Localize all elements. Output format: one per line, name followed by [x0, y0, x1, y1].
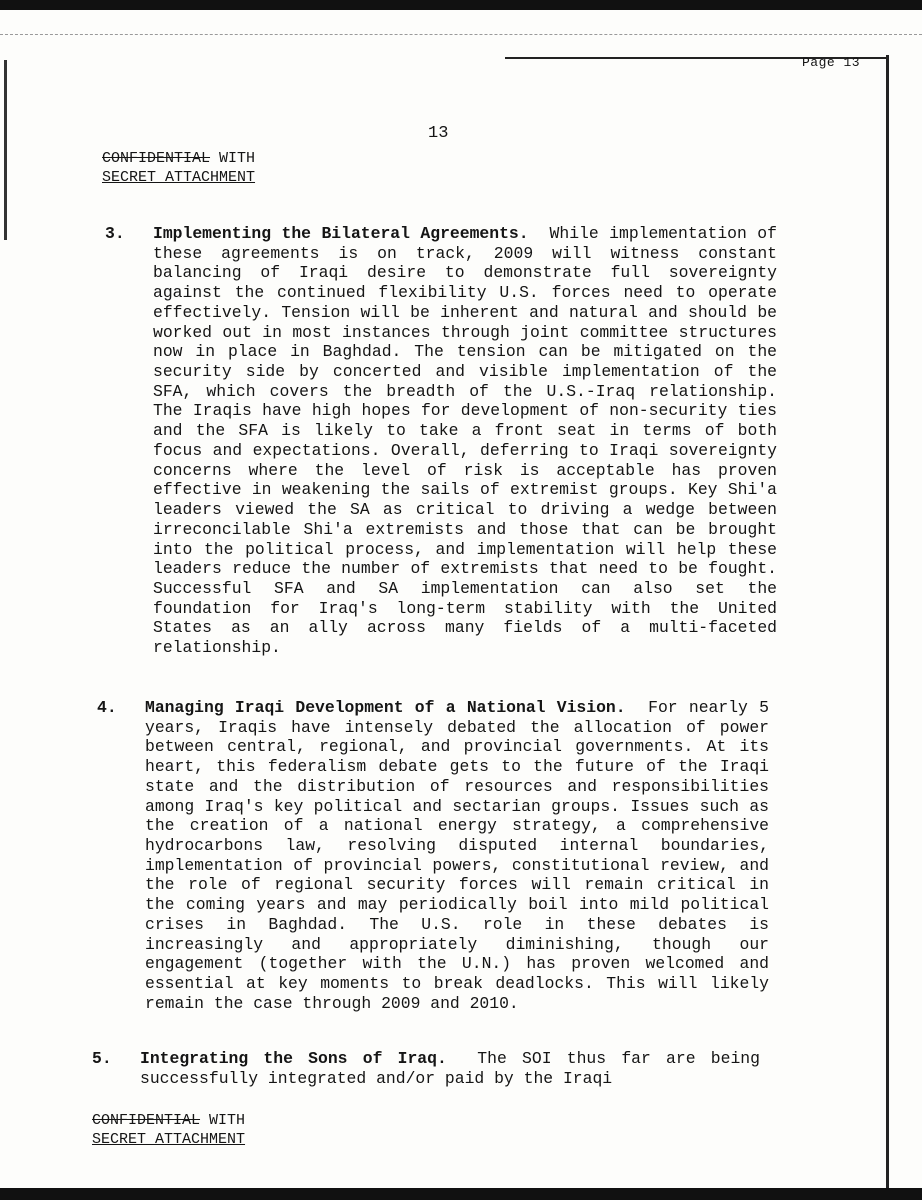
- paragraph-body: [145, 698, 769, 1014]
- paragraph-heading: Managing Iraqi Development of a National Vision.: [145, 698, 626, 717]
- classification-struck-text: CONFIDENTIAL: [92, 1112, 201, 1129]
- paragraph-4: [97, 698, 769, 1014]
- scan-margin-mark: [4, 60, 7, 240]
- classification-rest-text: WITH: [200, 1112, 246, 1129]
- classification-line-2: SECRET ATTACHMENT: [102, 169, 256, 186]
- paragraph-text: While implementation of these agreements is on track, 2009 will witness constant balancing of Iraqi desire to demonstrate full sovereignty against the continued flexibility U.S. forces need to operate effectively. Tension will be inherent and natural and should be worked out in most instances through joint committee structures now in place in Baghdad. The tension can be mitigated on the security side by concerted and visible implementation of the SFA, which covers the breadth of the U.S.-Iraq relationship. The Iraqis have high hopes for development of non-security ties and the SFA is likely to take a front seat in terms of both focus and expectations. Overall, deferring to Iraqi sovereignty concerns where the level of risk is acceptable has proven effective in weakening the sails of extremist groups. Key Shi'a leaders viewed the SA as critical to driving a wedge between irreconcilable Shi'a extremists and those that can be brought into the political process, and implementation will help these leaders reduce the number of extremists that need to be fought. Successful SFA and SA implementation can also set the foundation for Iraq's long-term stability with the United States as an ally across many fields of a multi-faceted relationship.: [153, 224, 777, 658]
- page-number: 13: [428, 124, 449, 143]
- paragraph-number: 5.: [92, 1049, 112, 1068]
- classification-marking-top: [102, 149, 255, 187]
- classification-line-2: SECRET ATTACHMENT: [92, 1131, 246, 1148]
- classification-line-1: [92, 1111, 245, 1130]
- scan-edge-bottom: [0, 1188, 922, 1200]
- classification-struck-text: CONFIDENTIAL: [102, 150, 211, 167]
- classification-line-1: [102, 149, 255, 168]
- paragraph-text: The SOI thus far are being successfully integrated and/or paid by the Iraqi: [140, 1049, 760, 1088]
- classification-marking-bottom: [92, 1111, 245, 1149]
- page-label: Page 13: [802, 55, 861, 70]
- paragraph-body: [153, 224, 777, 658]
- scan-edge-right: [886, 55, 889, 1195]
- paragraph-number: 3.: [105, 224, 125, 243]
- paragraph-5: [92, 1049, 760, 1088]
- scan-edge-top: [0, 0, 922, 10]
- paragraph-body: [140, 1049, 760, 1088]
- paragraph-3: [105, 224, 777, 658]
- paragraph-text: For nearly 5 years, Iraqis have intensely debated the allocation of power between central, regional, and provincial governments. At its heart, this federalism debate gets to the future of the Iraqi state and the distribution of resources and responsibilities among Iraq's key political and sectarian groups. Issues such as the creation of a national energy strategy, a comprehensive hydrocarbons law, resolving disputed internal boundaries, implementation of provincial powers, constitutional review, and the role of regional security forces will remain critical in the coming years and may periodically boil into mild political crises in Baghdad. The U.S. role in these debates is increasingly and appropriately diminishing, though our engagement (together with the U.N.) has proven welcomed and essential at key moments to break deadlocks. This will likely remain the case through 2009 and 2010.: [145, 698, 769, 1013]
- classification-rest-text: WITH: [210, 150, 256, 167]
- paragraph-number: 4.: [97, 698, 117, 717]
- paragraph-heading: Implementing the Bilateral Agreements.: [153, 224, 529, 243]
- paragraph-heading: Integrating the Sons of Iraq.: [140, 1049, 447, 1068]
- fax-header-line: [0, 34, 922, 35]
